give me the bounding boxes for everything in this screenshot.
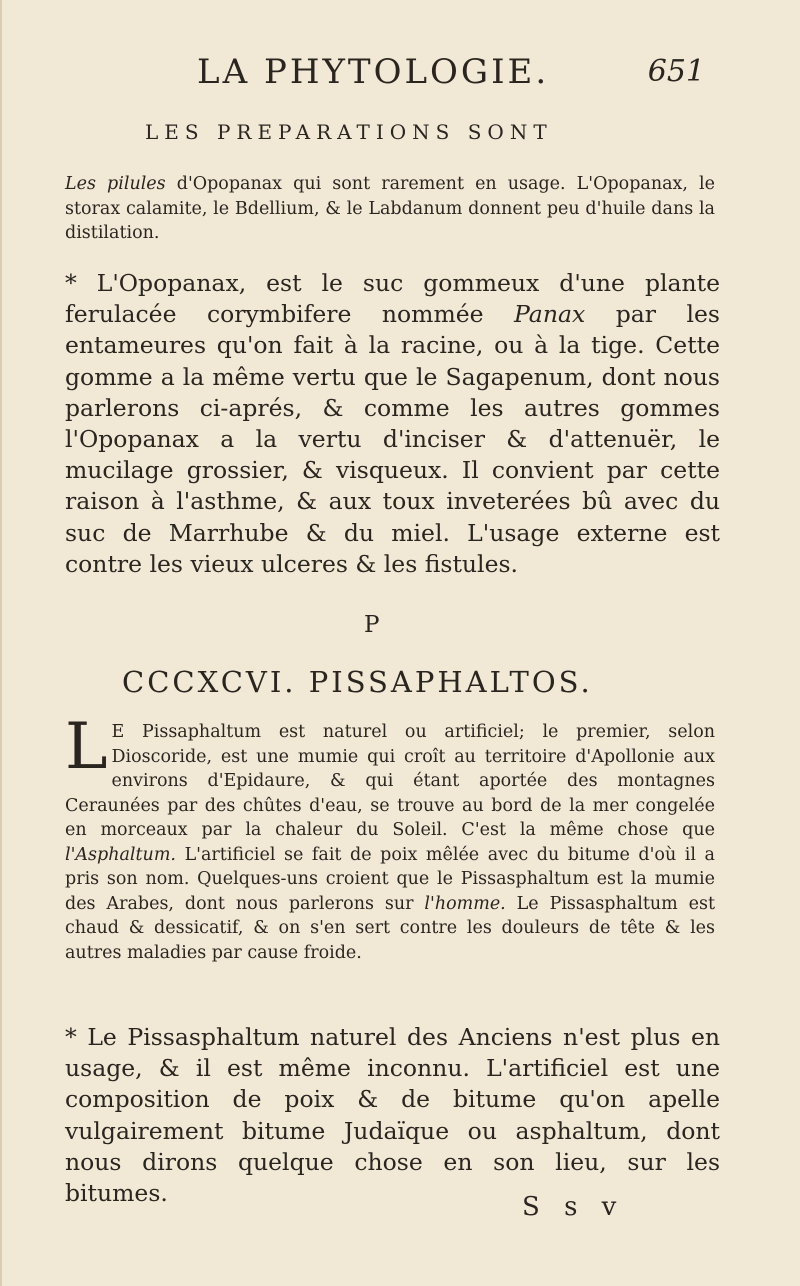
letter-heading: P [364,612,380,638]
paragraph-pilules [65,172,715,246]
paragraph-text: d'Opopanax qui sont rarement en usage. L'Opopanax, le storax calamite, le Bdellium, & le Labdanum donnent peu d'huile dans la distilation. [65,174,716,243]
italic-asphaltum: l'Asphaltum. [65,844,176,865]
paragraph-opopanax-note [65,268,720,580]
paragraph-text-a: * L'Opopanax, est le suc gommeux d'une plante ferulacée corymbifere nommée [65,269,720,329]
paragraph-text-a: E Pissaphaltum est naturel ou artificiel; le premier, selon Dioscoride, est une mumie qui croît au territoire d'Apollonie aux environs d'Epidaure, & qui étant aportée des montagnes Ceraunées par des chûtes d'eau, se trouve au bord de la mer congelée en morceaux par la chaleur du Soleil. C'est la même chose que [65,722,715,840]
section-heading: LES PREPARATIONS SONT [145,120,553,144]
page-number: 651 [647,54,705,89]
page-header [2,52,800,96]
paragraph-text: * Le Pissasphaltum naturel des Anciens n'est plus en usage, & il est même inconnu. L'artificiel est une composition de poix & de bitume qu'on apelle vulgairement bitume Judaïque ou asphaltum, dont nous dirons quelque chose en son lieu, sur les bitumes. [65,1023,720,1208]
signature-catchword: S s v [522,1192,625,1222]
italic-lead: Les pilules [65,174,166,194]
italic-homme: l'homme. [424,893,506,914]
paragraph-text-b: L'artificiel se fait de poix mêlée avec du bitume d'où il a pris son nom. Quelques-uns croient que le Pissasphaltum est la mumie des Arabes, dont nous parlerons sur [65,844,715,914]
entry-title: CCCXCVI. PISSAPHALTOS. [122,665,593,699]
drop-cap: L [65,710,108,784]
paragraph-pissaphaltos [65,710,716,965]
paragraph-text-c: Le Pissasphaltum est chaud & dessicatif, & on s'en sert contre les douleurs de tête & les autres maladies par cause froide. [65,893,716,963]
paragraph-pissasphaltum-note [65,1022,720,1209]
italic-panax: Panax [514,300,586,329]
paragraph-text-b: par les entameures qu'on fait à la racine, ou à la tige. Cette gomme a la même vertu que le Sagapenum, dont nous parlerons ci-aprés, & comme les autres gommes l'Opopanax a la vertu d'inciser & d'attenuër, le mucilage grossier, & visqueux. Il convient par cette raison à l'asthme, & aux toux inveterées bû avec du suc de Marrhube & du miel. L'usage externe est contre les vieux ulceres & les fistules. [65,300,720,578]
running-title: LA PHYTOLOGIE. [197,52,550,92]
